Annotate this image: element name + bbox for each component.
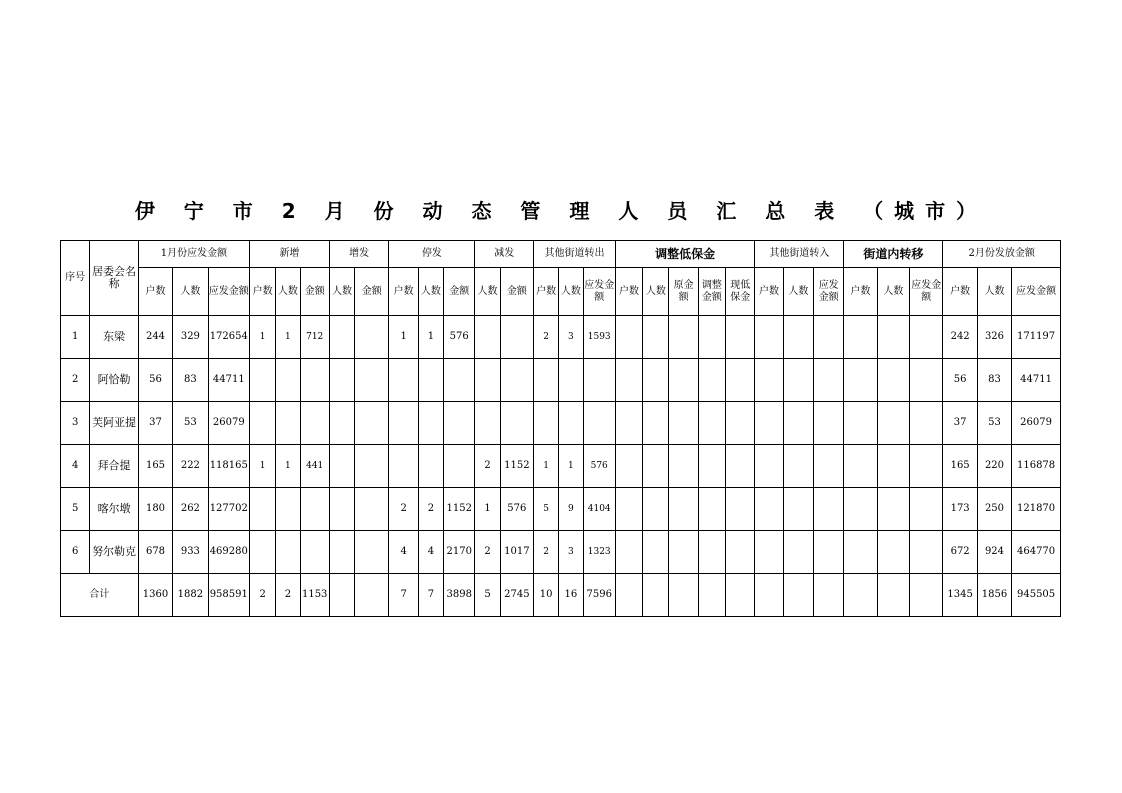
row-seq: 3 bbox=[61, 402, 90, 445]
table-cell: 469280 bbox=[208, 531, 249, 574]
total-cell bbox=[814, 574, 844, 617]
total-cell: 1882 bbox=[173, 574, 208, 617]
table-cell bbox=[783, 488, 813, 531]
table-cell: 83 bbox=[173, 359, 208, 402]
table-cell: 56 bbox=[138, 359, 172, 402]
table-cell bbox=[643, 445, 669, 488]
table-cell: 2170 bbox=[444, 531, 475, 574]
table-cell bbox=[844, 359, 877, 402]
table-cell bbox=[783, 359, 813, 402]
table-cell bbox=[643, 402, 669, 445]
table-cell: 678 bbox=[138, 531, 172, 574]
total-cell: 945505 bbox=[1012, 574, 1061, 617]
header-sub: 调整金额 bbox=[698, 268, 725, 316]
table-cell bbox=[783, 531, 813, 574]
table-cell bbox=[355, 445, 389, 488]
table-cell bbox=[877, 531, 909, 574]
table-cell bbox=[814, 402, 844, 445]
table-cell bbox=[418, 445, 443, 488]
table-cell bbox=[910, 445, 943, 488]
table-cell bbox=[300, 402, 329, 445]
table-cell bbox=[877, 316, 909, 359]
table-cell bbox=[783, 402, 813, 445]
table-cell bbox=[250, 531, 276, 574]
table-cell bbox=[300, 359, 329, 402]
header-row-groups bbox=[61, 241, 1061, 268]
table-cell bbox=[615, 316, 642, 359]
table-cell: 262 bbox=[173, 488, 208, 531]
table-cell bbox=[698, 402, 725, 445]
header-sub: 人数 bbox=[418, 268, 443, 316]
table-row bbox=[61, 531, 1061, 574]
table-cell: 5 bbox=[534, 488, 559, 531]
header-sub: 金额 bbox=[300, 268, 329, 316]
header-sub: 人数 bbox=[977, 268, 1011, 316]
table-cell bbox=[355, 402, 389, 445]
header-row-sub bbox=[61, 268, 1061, 316]
header-group: 街道内转移 bbox=[844, 241, 943, 268]
table-cell bbox=[500, 316, 533, 359]
row-seq: 2 bbox=[61, 359, 90, 402]
summary-table bbox=[60, 240, 1061, 617]
row-name: 芙阿亚提 bbox=[90, 402, 139, 445]
header-sub: 金额 bbox=[355, 268, 389, 316]
header-sub: 人数 bbox=[877, 268, 909, 316]
header-sub: 户数 bbox=[534, 268, 559, 316]
header-group: 调整低保金 bbox=[615, 241, 755, 268]
table-cell bbox=[559, 402, 583, 445]
table-cell bbox=[726, 531, 755, 574]
table-cell bbox=[355, 488, 389, 531]
header-sub: 原金额 bbox=[669, 268, 698, 316]
table-cell: 1323 bbox=[583, 531, 615, 574]
table-cell: 1 bbox=[250, 445, 276, 488]
table-cell bbox=[534, 402, 559, 445]
table-row bbox=[61, 445, 1061, 488]
table-row bbox=[61, 359, 1061, 402]
table-cell: 576 bbox=[444, 316, 475, 359]
header-sub: 人数 bbox=[276, 268, 300, 316]
table-cell bbox=[300, 488, 329, 531]
row-seq: 5 bbox=[61, 488, 90, 531]
table-cell bbox=[698, 531, 725, 574]
table-cell bbox=[475, 402, 500, 445]
table-cell bbox=[643, 359, 669, 402]
table-cell: 2 bbox=[475, 445, 500, 488]
table-cell: 1017 bbox=[500, 531, 533, 574]
table-cell: 576 bbox=[500, 488, 533, 531]
table-cell: 121870 bbox=[1012, 488, 1061, 531]
table-cell: 56 bbox=[943, 359, 977, 402]
table-cell: 2 bbox=[389, 488, 418, 531]
total-cell bbox=[643, 574, 669, 617]
total-cell bbox=[844, 574, 877, 617]
total-cell bbox=[669, 574, 698, 617]
table-cell bbox=[844, 531, 877, 574]
table-cell bbox=[844, 402, 877, 445]
table-cell: 180 bbox=[138, 488, 172, 531]
total-cell: 1345 bbox=[943, 574, 977, 617]
header-group: 1月份应发金额 bbox=[138, 241, 249, 268]
total-row bbox=[61, 574, 1061, 617]
table-cell bbox=[615, 531, 642, 574]
total-cell: 7596 bbox=[583, 574, 615, 617]
table-cell bbox=[726, 402, 755, 445]
header-sub: 人数 bbox=[783, 268, 813, 316]
header-sub: 应发金额 bbox=[1012, 268, 1061, 316]
table-cell bbox=[250, 402, 276, 445]
table-cell bbox=[276, 359, 300, 402]
table-cell bbox=[844, 445, 877, 488]
table-cell bbox=[418, 402, 443, 445]
table-cell bbox=[783, 445, 813, 488]
header-sub: 现低保金 bbox=[726, 268, 755, 316]
header-name: 居委会名称 bbox=[90, 241, 139, 316]
row-name: 阿恰勒 bbox=[90, 359, 139, 402]
table-cell bbox=[755, 316, 783, 359]
table-cell: 1 bbox=[276, 445, 300, 488]
table-cell: 83 bbox=[977, 359, 1011, 402]
table-cell bbox=[389, 445, 418, 488]
table-cell: 2 bbox=[475, 531, 500, 574]
table-cell bbox=[877, 488, 909, 531]
table-cell: 9 bbox=[559, 488, 583, 531]
total-cell bbox=[726, 574, 755, 617]
table-cell: 464770 bbox=[1012, 531, 1061, 574]
table-cell bbox=[500, 359, 533, 402]
total-cell: 1360 bbox=[138, 574, 172, 617]
table-cell: 924 bbox=[977, 531, 1011, 574]
table-cell bbox=[669, 488, 698, 531]
table-cell bbox=[814, 445, 844, 488]
total-cell bbox=[329, 574, 354, 617]
table-cell: 165 bbox=[138, 445, 172, 488]
table-cell: 1152 bbox=[500, 445, 533, 488]
table-cell bbox=[444, 445, 475, 488]
table-cell bbox=[583, 359, 615, 402]
total-cell: 16 bbox=[559, 574, 583, 617]
total-cell: 5 bbox=[475, 574, 500, 617]
table-cell bbox=[643, 488, 669, 531]
table-cell: 53 bbox=[977, 402, 1011, 445]
table-cell bbox=[444, 402, 475, 445]
table-cell bbox=[755, 531, 783, 574]
total-cell: 2745 bbox=[500, 574, 533, 617]
table-cell bbox=[669, 531, 698, 574]
table-cell bbox=[910, 316, 943, 359]
table-cell bbox=[783, 316, 813, 359]
row-name: 拜合提 bbox=[90, 445, 139, 488]
header-sub: 人数 bbox=[173, 268, 208, 316]
total-label: 合计 bbox=[61, 574, 139, 617]
table-cell: 1 bbox=[559, 445, 583, 488]
table-cell bbox=[276, 402, 300, 445]
table-cell bbox=[726, 316, 755, 359]
table-cell bbox=[755, 445, 783, 488]
table-cell: 4 bbox=[389, 531, 418, 574]
total-cell: 958591 bbox=[208, 574, 249, 617]
header-sub: 户数 bbox=[250, 268, 276, 316]
table-cell: 329 bbox=[173, 316, 208, 359]
row-name: 努尔勒克 bbox=[90, 531, 139, 574]
table-cell bbox=[355, 359, 389, 402]
table-cell: 171197 bbox=[1012, 316, 1061, 359]
table-cell bbox=[877, 359, 909, 402]
total-cell bbox=[783, 574, 813, 617]
table-cell bbox=[329, 531, 354, 574]
table-cell bbox=[615, 402, 642, 445]
table-cell bbox=[276, 531, 300, 574]
table-cell bbox=[444, 359, 475, 402]
table-cell: 172654 bbox=[208, 316, 249, 359]
table-cell bbox=[726, 359, 755, 402]
table-cell bbox=[643, 531, 669, 574]
header-group: 其他街道转入 bbox=[755, 241, 844, 268]
table-cell bbox=[755, 359, 783, 402]
table-cell: 1 bbox=[250, 316, 276, 359]
table-row bbox=[61, 488, 1061, 531]
table-cell bbox=[329, 488, 354, 531]
table-cell bbox=[329, 402, 354, 445]
table-cell: 1593 bbox=[583, 316, 615, 359]
header-sub: 应发金额 bbox=[583, 268, 615, 316]
table-cell bbox=[534, 359, 559, 402]
table-cell: 2 bbox=[534, 531, 559, 574]
total-cell: 7 bbox=[418, 574, 443, 617]
total-cell: 1856 bbox=[977, 574, 1011, 617]
row-seq: 4 bbox=[61, 445, 90, 488]
table-cell: 44711 bbox=[208, 359, 249, 402]
table-cell bbox=[698, 359, 725, 402]
table-cell bbox=[615, 445, 642, 488]
table-cell: 3 bbox=[559, 531, 583, 574]
total-cell: 10 bbox=[534, 574, 559, 617]
total-cell: 1153 bbox=[300, 574, 329, 617]
table-cell bbox=[910, 402, 943, 445]
table-cell bbox=[814, 488, 844, 531]
table-cell bbox=[669, 402, 698, 445]
header-group: 停发 bbox=[389, 241, 475, 268]
table-cell: 165 bbox=[943, 445, 977, 488]
table-cell: 1 bbox=[276, 316, 300, 359]
header-sub: 人数 bbox=[475, 268, 500, 316]
table-cell: 4 bbox=[418, 531, 443, 574]
total-cell: 3898 bbox=[444, 574, 475, 617]
total-cell bbox=[615, 574, 642, 617]
header-sub: 人数 bbox=[559, 268, 583, 316]
header-group: 新增 bbox=[250, 241, 330, 268]
table-cell bbox=[643, 316, 669, 359]
header-sub: 户数 bbox=[755, 268, 783, 316]
table-cell bbox=[726, 445, 755, 488]
table-cell bbox=[615, 488, 642, 531]
table-cell: 37 bbox=[138, 402, 172, 445]
table-cell: 672 bbox=[943, 531, 977, 574]
table-cell bbox=[583, 402, 615, 445]
table-cell bbox=[726, 488, 755, 531]
header-sub: 金额 bbox=[500, 268, 533, 316]
header-sub: 应发金额 bbox=[208, 268, 249, 316]
table-cell: 26079 bbox=[208, 402, 249, 445]
table-cell: 37 bbox=[943, 402, 977, 445]
table-cell: 2 bbox=[534, 316, 559, 359]
table-cell: 127702 bbox=[208, 488, 249, 531]
table-cell: 244 bbox=[138, 316, 172, 359]
table-cell bbox=[814, 316, 844, 359]
total-cell bbox=[910, 574, 943, 617]
table-cell bbox=[910, 488, 943, 531]
header-seq: 序号 bbox=[61, 241, 90, 316]
table-cell: 1 bbox=[534, 445, 559, 488]
table-cell: 1152 bbox=[444, 488, 475, 531]
table-cell bbox=[698, 316, 725, 359]
table-cell bbox=[755, 488, 783, 531]
table-cell bbox=[669, 316, 698, 359]
table-cell bbox=[300, 531, 329, 574]
header-sub: 金额 bbox=[444, 268, 475, 316]
row-seq: 1 bbox=[61, 316, 90, 359]
table-cell bbox=[418, 359, 443, 402]
table-cell: 26079 bbox=[1012, 402, 1061, 445]
header-group: 其他街道转出 bbox=[534, 241, 616, 268]
table-cell: 326 bbox=[977, 316, 1011, 359]
table-cell: 3 bbox=[559, 316, 583, 359]
header-sub: 户数 bbox=[389, 268, 418, 316]
table-cell bbox=[329, 359, 354, 402]
table-cell: 118165 bbox=[208, 445, 249, 488]
table-cell bbox=[910, 531, 943, 574]
header-group: 增发 bbox=[329, 241, 389, 268]
table-cell bbox=[877, 445, 909, 488]
table-cell: 250 bbox=[977, 488, 1011, 531]
total-cell: 2 bbox=[250, 574, 276, 617]
table-cell: 441 bbox=[300, 445, 329, 488]
total-cell bbox=[355, 574, 389, 617]
total-cell: 2 bbox=[276, 574, 300, 617]
table-cell: 2 bbox=[418, 488, 443, 531]
table-row bbox=[61, 402, 1061, 445]
table-cell bbox=[329, 445, 354, 488]
table-cell: 4104 bbox=[583, 488, 615, 531]
table-cell bbox=[250, 359, 276, 402]
table-cell bbox=[844, 316, 877, 359]
row-name: 喀尔墩 bbox=[90, 488, 139, 531]
table-cell bbox=[276, 488, 300, 531]
total-cell bbox=[698, 574, 725, 617]
table-cell: 1 bbox=[389, 316, 418, 359]
header-sub: 户数 bbox=[943, 268, 977, 316]
table-cell bbox=[844, 488, 877, 531]
table-cell bbox=[910, 359, 943, 402]
total-cell bbox=[877, 574, 909, 617]
table-cell bbox=[500, 402, 533, 445]
header-group: 2月份发放金额 bbox=[943, 241, 1061, 268]
header-sub: 应发金额 bbox=[910, 268, 943, 316]
table-cell bbox=[355, 316, 389, 359]
table-cell bbox=[877, 402, 909, 445]
table-cell bbox=[389, 359, 418, 402]
table-cell bbox=[669, 445, 698, 488]
table-cell: 173 bbox=[943, 488, 977, 531]
table-cell bbox=[669, 359, 698, 402]
table-cell bbox=[814, 359, 844, 402]
table-cell bbox=[698, 488, 725, 531]
table-cell bbox=[559, 359, 583, 402]
page-title: 伊 宁 市 2 月 份 动 态 管 理 人 员 汇 总 表 （城市） bbox=[134, 199, 988, 223]
table-cell: 1 bbox=[418, 316, 443, 359]
header-sub: 户数 bbox=[844, 268, 877, 316]
total-cell: 7 bbox=[389, 574, 418, 617]
table-cell: 44711 bbox=[1012, 359, 1061, 402]
header-sub: 户数 bbox=[615, 268, 642, 316]
table-cell bbox=[329, 316, 354, 359]
table-cell bbox=[755, 402, 783, 445]
total-cell bbox=[755, 574, 783, 617]
row-name: 东梁 bbox=[90, 316, 139, 359]
table-cell: 1 bbox=[475, 488, 500, 531]
table-cell: 933 bbox=[173, 531, 208, 574]
table-cell bbox=[615, 359, 642, 402]
table-cell bbox=[698, 445, 725, 488]
table-cell bbox=[475, 359, 500, 402]
row-seq: 6 bbox=[61, 531, 90, 574]
table-cell: 242 bbox=[943, 316, 977, 359]
table-cell bbox=[355, 531, 389, 574]
table-cell: 576 bbox=[583, 445, 615, 488]
table-cell: 712 bbox=[300, 316, 329, 359]
table-cell bbox=[475, 316, 500, 359]
header-sub: 应发金额 bbox=[814, 268, 844, 316]
table-row bbox=[61, 316, 1061, 359]
table-cell bbox=[814, 531, 844, 574]
table-cell: 53 bbox=[173, 402, 208, 445]
table-cell bbox=[250, 488, 276, 531]
header-sub: 户数 bbox=[138, 268, 172, 316]
table-cell: 116878 bbox=[1012, 445, 1061, 488]
table-cell: 222 bbox=[173, 445, 208, 488]
header-group: 减发 bbox=[475, 241, 534, 268]
table-cell: 220 bbox=[977, 445, 1011, 488]
header-sub: 人数 bbox=[329, 268, 354, 316]
table-cell bbox=[389, 402, 418, 445]
header-sub: 人数 bbox=[643, 268, 669, 316]
